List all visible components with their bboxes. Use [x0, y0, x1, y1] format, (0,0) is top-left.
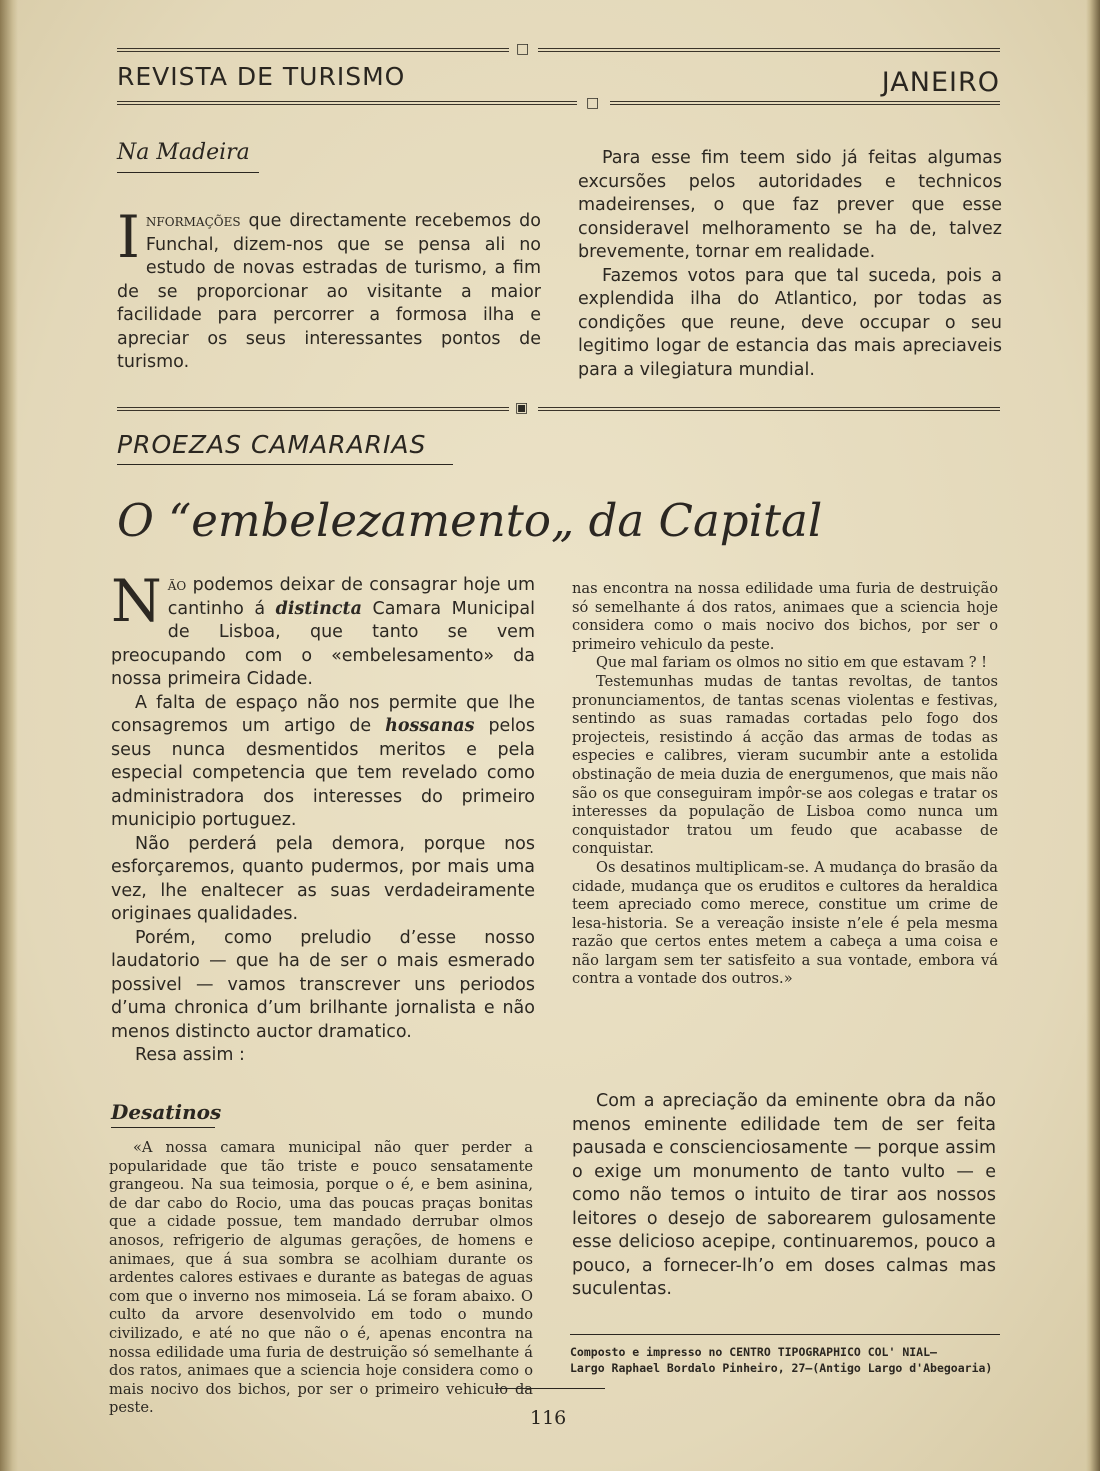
middle-rule-left	[117, 407, 509, 411]
top-rule-left	[117, 48, 509, 52]
quote-paragraph-3: Testemunhas mudas de tantas revoltas, de tantos pronunciamentos, de tantas scenas violentas e festivas, sentindo as suas ramadas cortadas pelo fogo dos projecteis, resistindo á acção das armas de todas as especies e calibres, vieram sucumbir ante a estolida obstinação de meia duzia de energumenos, que mais não são os que conseguiram impôr-se aos colegas e tratar os interesses da população de Lisboa como nunca um conquistador tratou um feudo que acabasse de conquistar.	[572, 672, 998, 858]
subsection-title-desatinos-underline	[111, 1127, 215, 1128]
article-paragraph-1-text-b: Camara Municipal de Lisboa, que tanto se vem preocupando com o «embelesamento» da nossa primeira Cidade.	[111, 598, 535, 689]
dropcap-i: I	[117, 203, 140, 271]
madeira-paragraph-1-text: que directamente recebemos do Funchal, dizem-nos que se pensa ali no estudo de novas estradas de turismo, a fim de se proporcionar ao visitante a maior facilidade para percorrer a formosa ilha e apreciar os seus interessantes pontos de turismo.	[117, 211, 541, 372]
section-title-proezas-underline	[117, 464, 453, 465]
quote-paragraph-1-continuation: nas encontra na nossa edilidade uma furia de destruição só semelhante á dos ratos, animaes que a sciencia hoje considera como o mais nocivo dos bichos, por ser o primeiro vehiculo da peste.	[572, 580, 998, 653]
article-emphasis-distincta: distincta	[275, 598, 362, 619]
section-title-madeira: Na Madeira	[117, 140, 250, 165]
header-ornament-square: □	[586, 95, 600, 111]
madeira-column-left	[117, 203, 541, 375]
closing-paragraph: Com a apreciação da eminente obra da não menos eminente edilidade tem de ser feita pausada e conscienciosamente — porque assim o exige um monumento de tanto vulto — e como não temos o intuito de tirar aos nossos leitores o desejo de saborearem gulosamente esse delicioso acepipe, continuaremos, pouco a pouco, a fornecer-lh’o em doses calmas mas suculentas.	[572, 1091, 996, 1299]
article-paragraph-3: Não perderá pela demora, porque nos esforçaremos, quanto pudermos, por mais uma vez, lhe enaltecer as suas verdadeiramente originaes qualidades.	[111, 833, 535, 924]
madeira-lead-caps: nformações	[145, 211, 241, 231]
section-title-proezas: PROEZAS CAMARARIAS	[117, 430, 427, 459]
quote-paragraph-2: Que mal fariam os olmos no sitio em que estavam ? !	[596, 654, 988, 672]
colophon-line-1: Composto e impresso no CENTRO TIPOGRAPHICO COL' NIAL—	[570, 1345, 937, 1359]
quote-paragraph-1-part-a: «A nossa camara municipal não quer perder a popularidade que tão triste e pouco sensatamente grangeou. Na sua teimosia, porque o é, e bem asinina, de dar cabo do Rocio, uma das poucas praças bonitas que a cidade possue, tem mandado derrubar olmos anosos, refrigerio de algumas gerações, de homens e animaes, que á sua sombra se acolhiam durante os ardentes calores estivaes e durante as bategas de aguas com que o inverno nos mimoseia. Lá se foram abaixo. O culto da arvore desenvolvido em todo o mundo civilizado, e até no que não o é, apenas encontra na nossa edilidade uma furia de destruição só semelhante á dos ratos, animaes que a sciencia hoje considera como o mais nocivo dos bichos, por ser o primeiro vehiculo da peste.	[109, 1139, 533, 1417]
article-paragraph-4: Porém, como preludio d’esse nosso laudatorio — que ha de ser o mais esmerado possivel — vamos transcrever uns periodos d’uma chronica d’um brilhante jornalista e não menos distincto auctor dramatico.	[111, 927, 535, 1042]
page-edge-right	[1086, 0, 1100, 1471]
subsection-title-desatinos: Desatinos	[111, 1100, 222, 1124]
article-column-left	[111, 567, 536, 1068]
closing-column	[572, 1090, 996, 1302]
dropcap-n: N	[111, 567, 162, 635]
madeira-paragraph-3: Fazemos votos para que tal suceda, pois a explendida ilha do Atlantico, por todas as condições que reune, deve occupar o seu legitimo logar de estancia das mais apreciaveis para a vilegiatura mundial.	[578, 265, 1002, 380]
header-rule-left	[117, 101, 577, 105]
article-headline: O “embelezamento„ da Capital	[117, 494, 823, 547]
quote-column-left	[109, 1139, 533, 1417]
article-paragraph-2-text-b: pelos seus nunca desmentidos meritos e pela especial competencia que tem revelado como administradora dos interesses do primeiro municipio portuguez.	[111, 716, 536, 830]
footer-rule	[495, 1388, 605, 1389]
quote-column-right	[572, 580, 998, 989]
section-title-madeira-underline	[117, 172, 259, 173]
page-edge-left	[0, 0, 18, 1471]
article-paragraph-2-text-a: A falta de espaço não nos permite que lhe consagremos um artigo de	[111, 692, 535, 736]
colophon-line-2: Largo Raphael Bordalo Pinheiro, 27—(Antigo Largo d'Abegoaria)	[570, 1361, 993, 1375]
quote-paragraph-4: Os desatinos multiplicam-se. A mudança do brasão da cidade, mudança que os eruditos e cultores da heraldica teem apreciado como merece, constitue um crime de lesa-historia. Se a vereação insiste n’ele é pela mesma razão que certos entes metem a cabeça a uma coisa e não largam sem ter satisfeito a sua vontade, embora vá contra a vontade dos outros.»	[572, 858, 998, 988]
running-header-title: REVISTA DE TURISMO	[117, 62, 406, 91]
article-paragraph-5: Resa assim :	[135, 1045, 245, 1065]
colophon-rule	[570, 1334, 1000, 1335]
article-emphasis-hossanas: hossanas	[385, 716, 475, 736]
middle-rule-right	[538, 407, 1000, 411]
header-rule-right	[610, 101, 1000, 105]
running-header-month: JANEIRO	[881, 67, 1000, 98]
middle-ornament-square: ▣	[515, 400, 529, 416]
page-number: 116	[530, 1407, 567, 1429]
article-paragraph-1-text-a: podemos deixar de consagrar hoje um cantinho á	[167, 575, 535, 619]
top-ornament-square: □	[516, 41, 530, 57]
madeira-paragraph-2: Para esse fim teem sido já feitas algumas excursões pelos autoridades e technicos madeirenses, o que faz prever que esse consideravel melhoramento se ha de, talvez brevemente, tornar em realidade.	[578, 148, 1002, 262]
article-lead-caps: ão	[167, 575, 187, 595]
article-paragraph-2	[111, 692, 535, 833]
top-rule-right	[538, 48, 1000, 52]
colophon	[570, 1344, 1000, 1376]
madeira-paragraph-1	[117, 203, 541, 375]
madeira-column-right	[578, 147, 1002, 382]
article-paragraph-1	[111, 567, 535, 692]
